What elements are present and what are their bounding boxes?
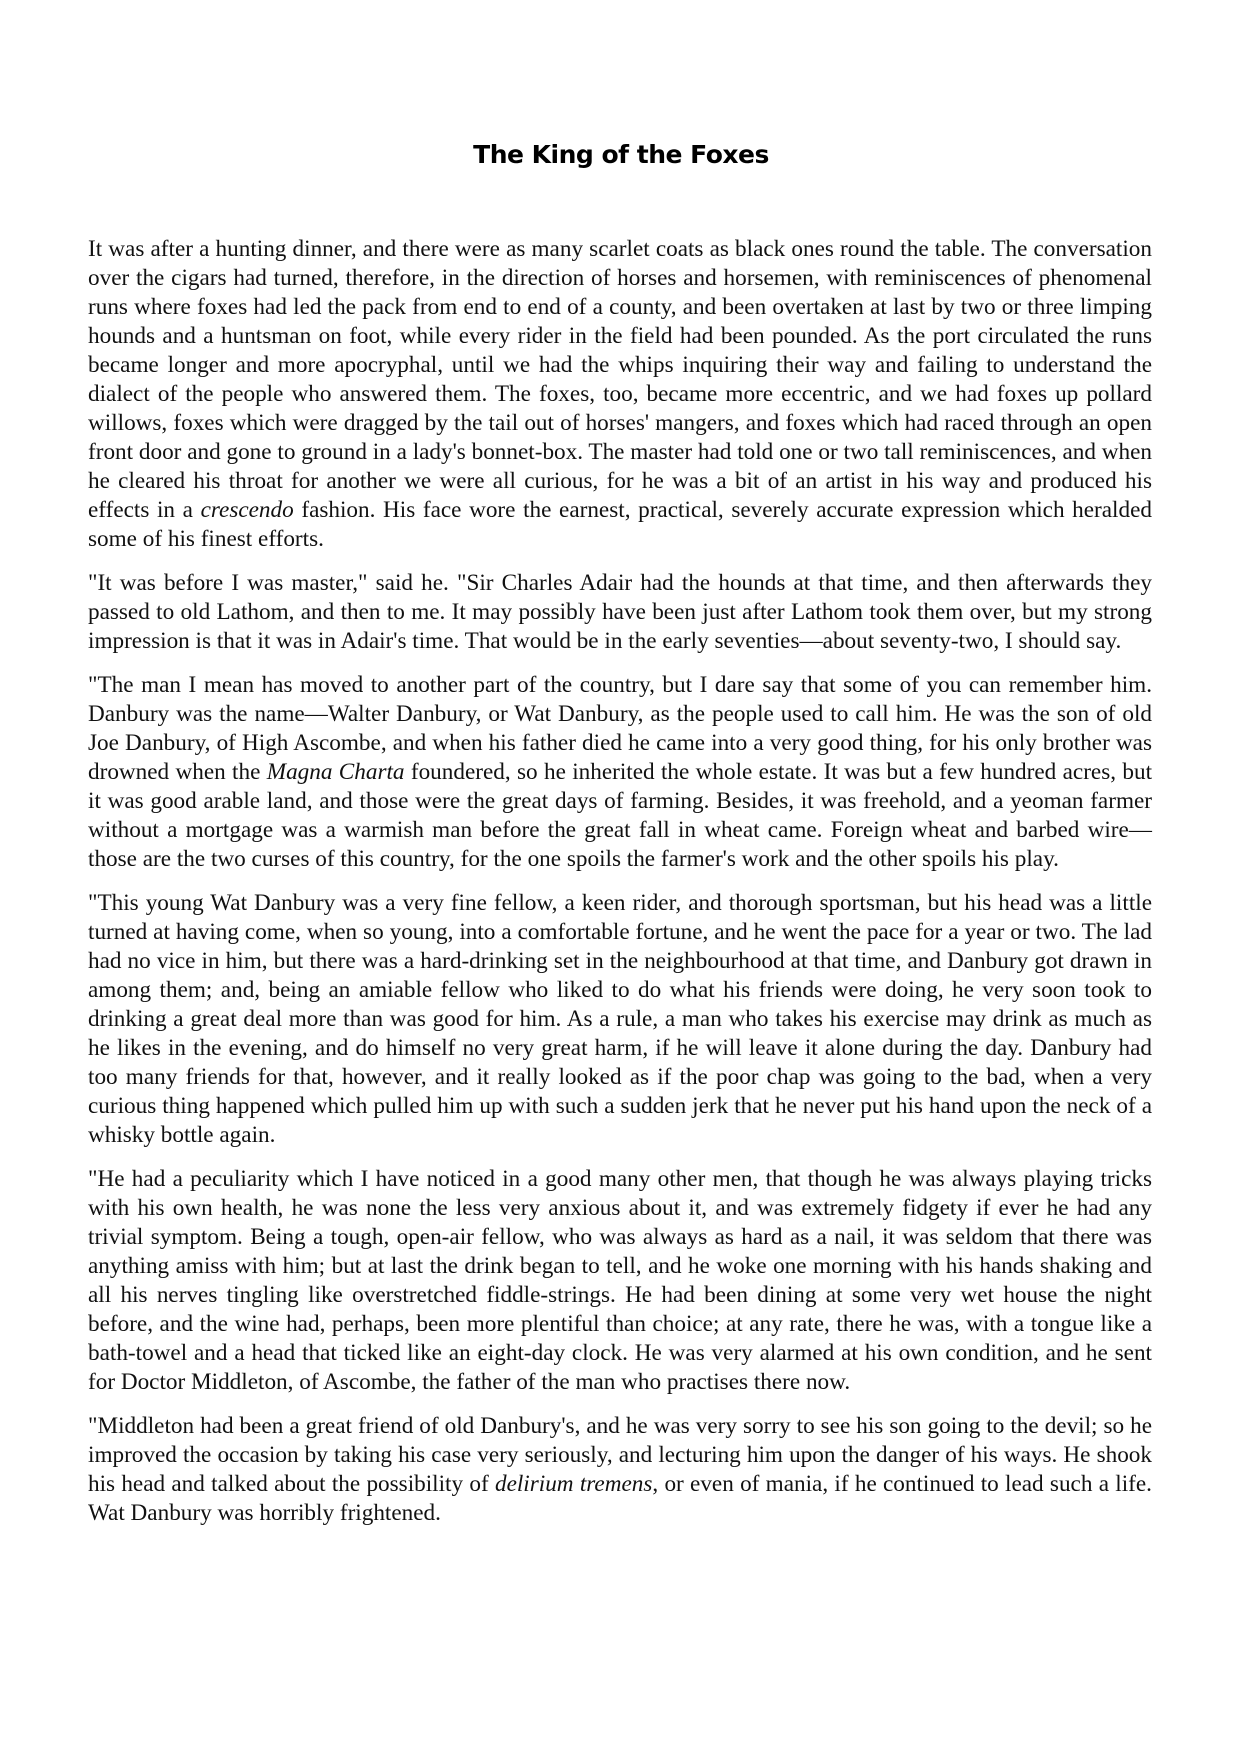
text-run: foundered, so he inherited the whole estate. It was but a few hundred acres, but it was good arable land, and those were the great days of farming. Besides, it was freehold, and a yeoman farmer without a mortgage was a warmish man before the great fall in wheat came. Foreign wheat and barbed wire—those are the two curses of this country, for the one spoils the farmer's work and the other spoils his play. [88, 759, 1153, 872]
text-run: "He had a peculiarity which I have noticed in a good many other men, that though he was always playing tricks with his own health, he was none the less very anxious about it, and was extremely fidgety if ever he had any trivial symptom. Being a tough, open-air fellow, who was always as hard as a nail, it was seldom that there was anything amiss with him; but at last the drink began to tell, and he woke one morning with his hands shaking and all his nerves tingling like overstretched fiddle-strings. He had been dining at some very wet house the night before, and the wine had, perhaps, been more plentiful than choice; at any rate, there he was, with a tongue like a bath-towel and a head that ticked like an eight-day clock. He was very alarmed at his own condition, and he sent for Doctor Middleton, of Ascombe, the father of the man who practises there now. [88, 1166, 1152, 1395]
paragraph [88, 1165, 1152, 1397]
text-run: , or even of mania, if he continued to lead such a life. Wat Danbury was horribly frightened. [88, 1471, 1152, 1526]
paragraph [88, 1412, 1152, 1528]
paragraph [88, 235, 1152, 554]
italic-text-run: Magna Charta [266, 759, 405, 785]
text-run: "It was before I was master," said he. "Sir Charles Adair had the hounds at that time, and then afterwards they passed to old Lathom, and then to me. It may possibly have been just after Lathom took them over, but my strong impression is that it was in Adair's time. That would be in the early seventies—about seventy-two, I should say. [88, 570, 1152, 654]
text-run: "Middleton had been a great friend of old Danbury's, and he was very sorry to see his son going to the devil; so he improved the occasion by taking his case very seriously, and lecturing him upon the danger of his ways. He shook his head and talked about the possibility of [88, 1413, 1152, 1497]
paragraph [88, 569, 1152, 656]
document-body [88, 235, 1152, 1543]
text-run: fashion. His face wore the earnest, practical, severely accurate expression which heralded some of his finest efforts. [88, 497, 1152, 552]
paragraph [88, 671, 1152, 874]
text-run: "The man I mean has moved to another part of the country, but I dare say that some of you can remember him. Danbury was the name—Walter Danbury, or Wat Danbury, as the people used to call him. He was the son of old Joe Danbury, of High Ascombe, and when his father died he came into a very good thing, for his only brother was drowned when the [88, 672, 1152, 785]
text-run: It was after a hunting dinner, and there were as many scarlet coats as black ones round the table. The conversation over the cigars had turned, therefore, in the direction of horses and horsemen, with reminiscences of phenomenal runs where foxes had led the pack from end to end of a county, and been overtaken at last by two or three limping hounds and a huntsman on foot, while every rider in the field had been pounded. As the port circulated the runs became longer and more apocryphal, until we had the whips inquiring their way and failing to understand the dialect of the people who answered them. The foxes, too, became more eccentric, and we had foxes up pollard willows, foxes which were dragged by the tail out of horses' mangers, and foxes which had raced through an open front door and gone to ground in a lady's bonnet-box. The master had told one or two tall reminiscences, and when he cleared his throat for another we were all curious, for he was a bit of an artist in his way and produced his effects in a [88, 236, 1152, 523]
text-run: "This young Wat Danbury was a very fine fellow, a keen rider, and thorough sportsman, but his head was a little turned at having come, when so young, into a comfortable fortune, and he went the pace for a year or two. The lad had no vice in him, but there was a hard-drinking set in the neighbourhood at that time, and Danbury got drawn in among them; and, being an amiable fellow who liked to do what his friends were doing, he very soon took to drinking a great deal more than was good for him. As a rule, a man who takes his exercise may drink as much as he likes in the evening, and do himself no very great harm, if he will leave it alone during the day. Danbury had too many friends for that, however, and it really looked as if the poor chap was going to the bad, when a very curious thing happened which pulled him up with such a sudden jerk that he never put his hand upon the neck of a whisky bottle again. [88, 890, 1152, 1148]
italic-text-run: crescendo [200, 497, 294, 523]
document-title: The King of the Foxes [473, 140, 769, 169]
paragraph [88, 889, 1152, 1150]
italic-text-run: delirium tremens [494, 1471, 653, 1497]
